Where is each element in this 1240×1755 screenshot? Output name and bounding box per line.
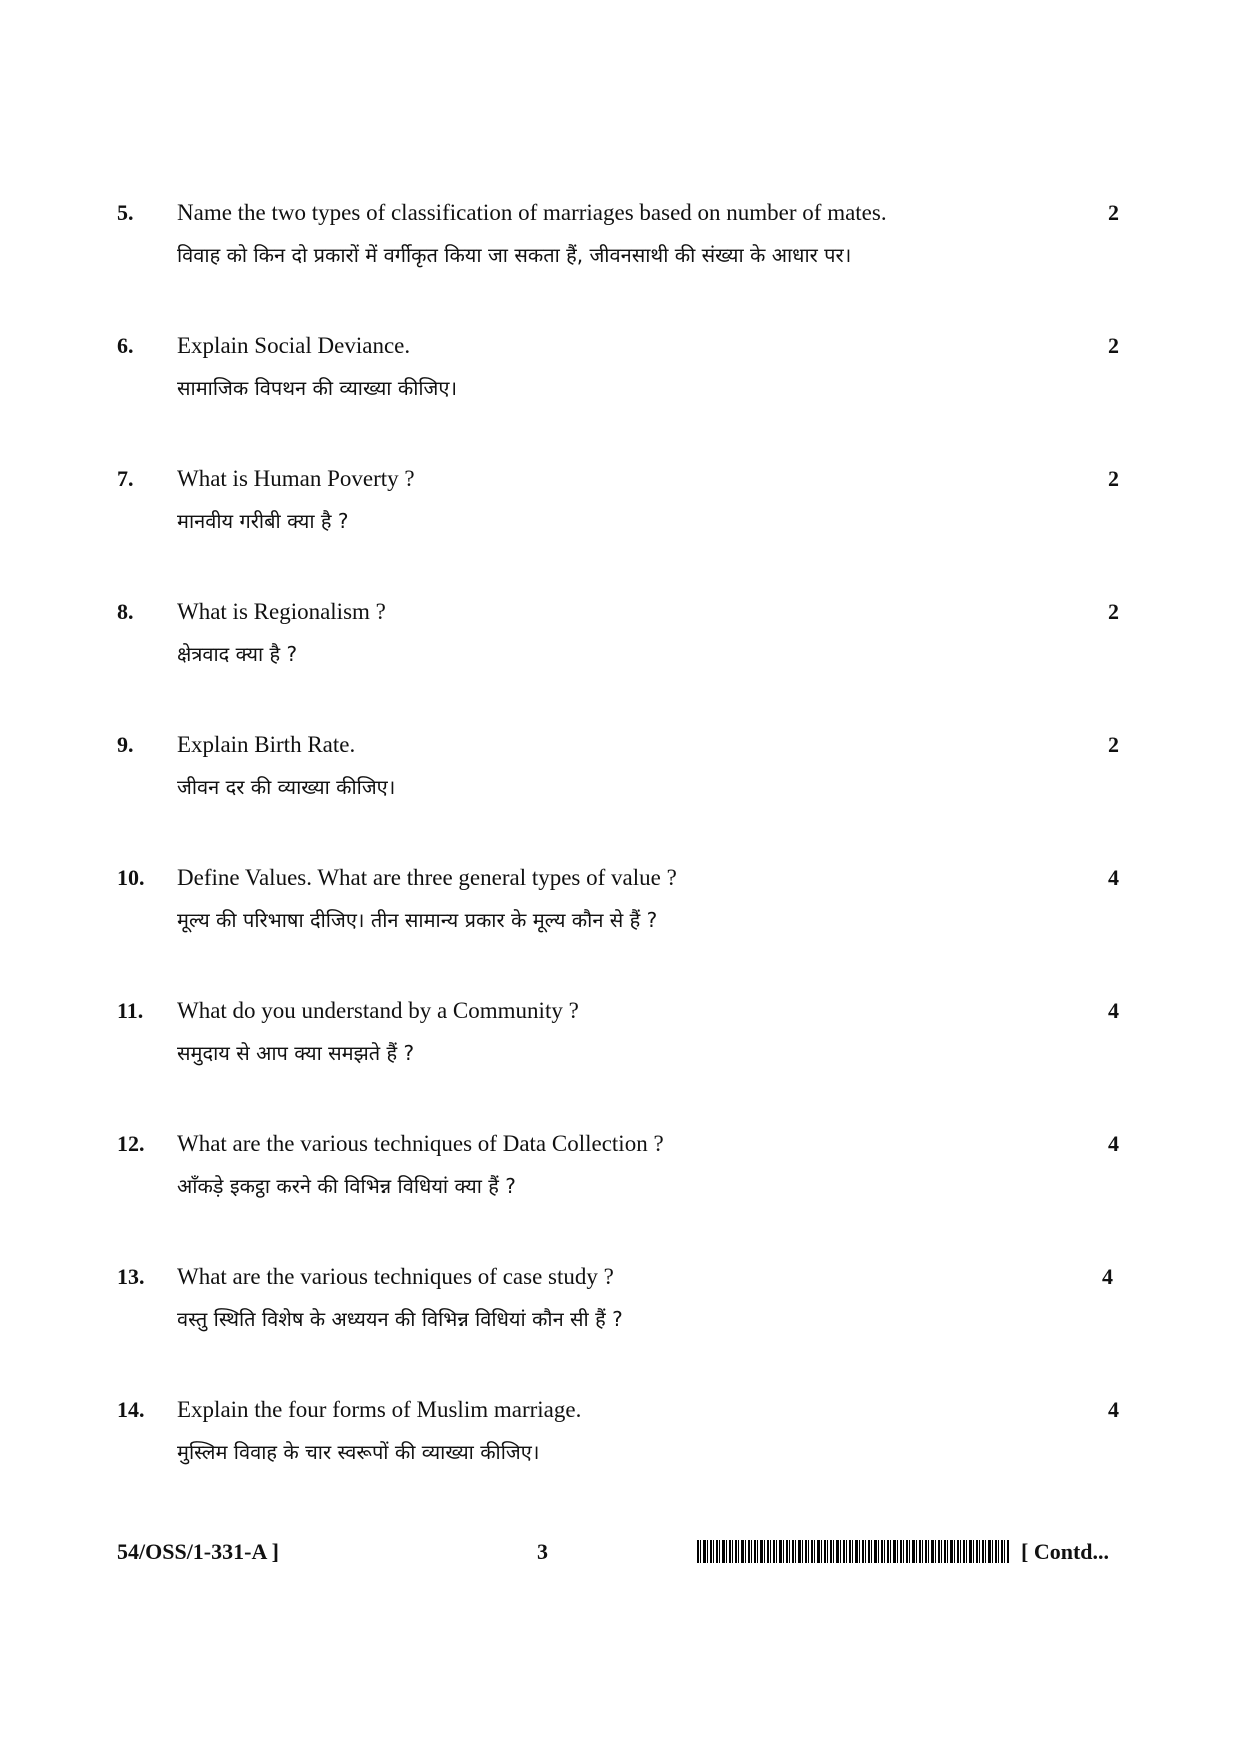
- question-text-hindi: विवाह को किन दो प्रकारों में वर्गीकृत किया जा सकता हैं, जीवनसाथी की संख्या के आधार पर।: [177, 243, 852, 267]
- question-text-hindi: सामाजिक विपथन की व्याख्या कीजिए।: [177, 376, 458, 400]
- question-text-hindi: मुस्लिम विवाह के चार स्वरूपों की व्याख्या कीजिए।: [177, 1440, 540, 1464]
- question-number: 12.: [117, 1131, 145, 1156]
- question-marks: 4: [1108, 865, 1119, 890]
- question-marks: 4: [1108, 1397, 1119, 1422]
- question-marks: 4: [1102, 1264, 1113, 1289]
- question-number: 10.: [117, 865, 145, 890]
- question-number: 7.: [117, 466, 134, 491]
- barcode: [697, 1540, 1009, 1563]
- question-text-english: What are the various techniques of case study ?: [177, 1264, 614, 1289]
- question-text-hindi: मूल्य की परिभाषा दीजिए। तीन सामान्य प्रकार के मूल्य कौन से हैं ?: [177, 908, 658, 932]
- question-marks: 2: [1108, 333, 1119, 358]
- question-marks: 4: [1108, 998, 1119, 1023]
- question-text-english: Name the two types of classification of marriages based on number of mates.: [177, 200, 887, 225]
- question-text-hindi: समुदाय से आप क्या समझते हैं ?: [177, 1041, 415, 1065]
- question-text-english: What is Regionalism ?: [177, 599, 386, 624]
- paper-code: 54/OSS/1-331-A ]: [117, 1539, 279, 1564]
- question-text-hindi: वस्तु स्थिति विशेष के अध्ययन की विभिन्न विधियां कौन सी हैं ?: [177, 1307, 623, 1331]
- question-text-hindi: जीवन दर की व्याख्या कीजिए।: [177, 775, 396, 799]
- question-number: 8.: [117, 599, 134, 624]
- question-text-english: What is Human Poverty ?: [177, 466, 415, 491]
- question-text-english: Explain the four forms of Muslim marriage.: [177, 1397, 582, 1422]
- question-number: 14.: [117, 1397, 145, 1422]
- page-number: 3: [537, 1539, 548, 1564]
- question-text-hindi: क्षेत्रवाद क्या है ?: [177, 642, 298, 666]
- question-marks: 4: [1108, 1131, 1119, 1156]
- continued-label: [ Contd...: [1021, 1539, 1110, 1564]
- page-footer: [0, 1537, 1240, 1569]
- question-text-english: What do you understand by a Community ?: [177, 998, 579, 1023]
- question-marks: 2: [1108, 599, 1119, 624]
- question-marks: 2: [1108, 732, 1119, 757]
- question-text-english: Define Values. What are three general types of value ?: [177, 865, 677, 890]
- question-text-hindi: आँकड़े इकट्ठा करने की विभिन्न विधियां क्या हैं ?: [177, 1174, 516, 1198]
- question-text-english: Explain Social Deviance.: [177, 333, 411, 358]
- question-marks: 2: [1108, 200, 1119, 225]
- question-text-hindi: मानवीय गरीबी क्या है ?: [177, 509, 349, 533]
- question-number: 11.: [117, 998, 144, 1023]
- question-number: 13.: [117, 1264, 145, 1289]
- question-text-english: Explain Birth Rate.: [177, 732, 356, 757]
- question-number: 6.: [117, 333, 134, 358]
- question-number: 5.: [117, 200, 134, 225]
- question-text-english: What are the various techniques of Data Collection ?: [177, 1131, 664, 1156]
- question-number: 9.: [117, 732, 134, 757]
- question-marks: 2: [1108, 466, 1119, 491]
